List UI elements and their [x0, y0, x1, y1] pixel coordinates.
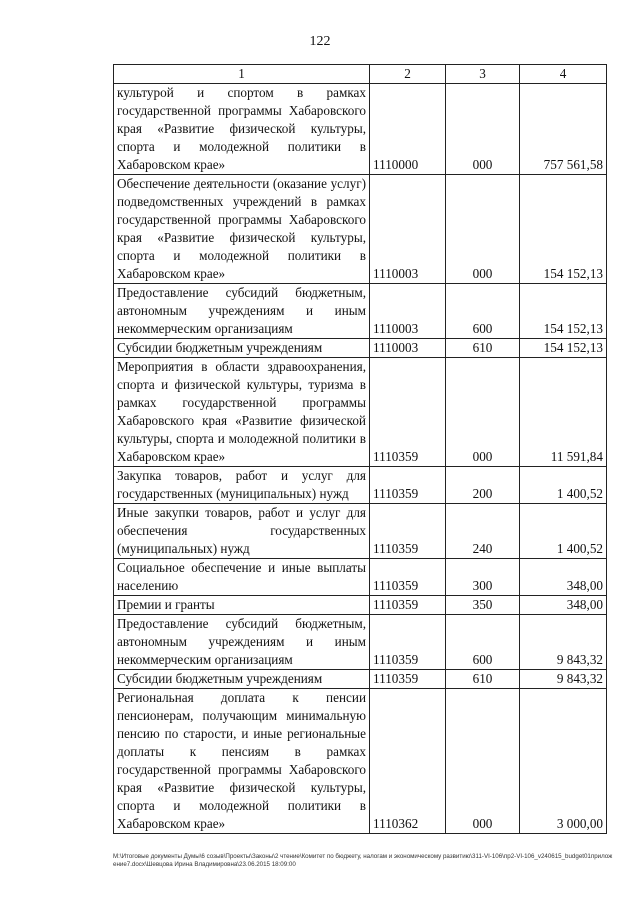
row-name: Предоставление субсидий бюджетным, автономным учреждениям и иным некоммерческим организациям	[114, 284, 370, 339]
header-col-4: 4	[520, 65, 607, 84]
table-row	[114, 358, 607, 467]
table-row	[114, 284, 607, 339]
row-name: Обеспечение деятельности (оказание услуг) подведомственных учреждений в рамках государственной программы Хабаровского края «Развитие физической культуры, спорта и молодежной политики в Хабаровском крае»	[114, 175, 370, 284]
header-col-2: 2	[370, 65, 446, 84]
row-code: 1110359	[370, 615, 446, 670]
table-row	[114, 504, 607, 559]
table-row	[114, 596, 607, 615]
header-col-1: 1	[114, 65, 370, 84]
row-name: Субсидии бюджетным учреждениям	[114, 339, 370, 358]
table-row	[114, 467, 607, 504]
budget-table	[113, 64, 607, 834]
row-expense-type: 000	[446, 84, 520, 175]
page-number: 122	[309, 34, 331, 49]
table-row	[114, 339, 607, 358]
row-code: 1110359	[370, 504, 446, 559]
row-code: 1110359	[370, 670, 446, 689]
row-amount: 9 843,32	[520, 615, 607, 670]
row-expense-type: 600	[446, 615, 520, 670]
row-name: Премии и гранты	[114, 596, 370, 615]
table-row	[114, 689, 607, 834]
row-code: 1110362	[370, 689, 446, 834]
row-expense-type: 610	[446, 339, 520, 358]
row-amount: 1 400,52	[520, 467, 607, 504]
row-amount: 154 152,13	[520, 284, 607, 339]
row-name: культурой и спортом в рамках государственной программы Хабаровского края «Развитие физической культуры, спорта и молодежной политики в Хабаровском крае»	[114, 84, 370, 175]
row-code: 1110003	[370, 339, 446, 358]
row-code: 1110359	[370, 559, 446, 596]
row-name: Региональная доплата к пенсии пенсионерам, получающим минимальную пенсию по старости, и иные региональные доплаты к пенсиям в рамках государственной программы Хабаровского края «Развитие физической культуры, спорта и молодежной политики в Хабаровском крае»	[114, 689, 370, 834]
table-row	[114, 84, 607, 175]
row-expense-type: 610	[446, 670, 520, 689]
row-amount: 11 591,84	[520, 358, 607, 467]
table-row	[114, 175, 607, 284]
header-col-3: 3	[446, 65, 520, 84]
row-expense-type: 600	[446, 284, 520, 339]
row-expense-type: 000	[446, 175, 520, 284]
row-code: 1110359	[370, 596, 446, 615]
row-code: 1110000	[370, 84, 446, 175]
row-name: Субсидии бюджетным учреждениям	[114, 670, 370, 689]
row-amount: 3 000,00	[520, 689, 607, 834]
row-code: 1110003	[370, 175, 446, 284]
row-amount: 9 843,32	[520, 670, 607, 689]
footer-file-path: M:\Итоговые документы Думы\6 созыв\Проекты\Законы\2 чтение\Комитет по бюджету, налогам и экономическому развитию\311-VI-106\пр2-VI-106_v240615_budget01приложение7.docx\Шевцова Ирина Владимировна\23.06.2015 18:09:00	[113, 853, 613, 868]
row-name: Иные закупки товаров, работ и услуг для обеспечения государственных (муниципальных) нужд	[114, 504, 370, 559]
row-code: 1110359	[370, 467, 446, 504]
row-name: Социальное обеспечение и иные выплаты населению	[114, 559, 370, 596]
row-amount: 154 152,13	[520, 339, 607, 358]
row-amount: 348,00	[520, 559, 607, 596]
row-name: Мероприятия в области здравоохранения, спорта и физической культуры, туризма в рамках государственной программы Хабаровского края «Развитие физической культуры, спорта и молодежной политики в Хабаровском крае»	[114, 358, 370, 467]
row-expense-type: 300	[446, 559, 520, 596]
row-amount: 1 400,52	[520, 504, 607, 559]
row-expense-type: 000	[446, 689, 520, 834]
row-expense-type: 240	[446, 504, 520, 559]
row-name: Закупка товаров, работ и услуг для государственных (муниципальных) нужд	[114, 467, 370, 504]
table-row	[114, 559, 607, 596]
row-code: 1110003	[370, 284, 446, 339]
table-header-row	[114, 65, 607, 84]
row-expense-type: 000	[446, 358, 520, 467]
table-row	[114, 615, 607, 670]
row-amount: 154 152,13	[520, 175, 607, 284]
row-name: Предоставление субсидий бюджетным, автономным учреждениям и иным некоммерческим организациям	[114, 615, 370, 670]
row-amount: 757 561,58	[520, 84, 607, 175]
row-expense-type: 350	[446, 596, 520, 615]
row-code: 1110359	[370, 358, 446, 467]
row-amount: 348,00	[520, 596, 607, 615]
table-row	[114, 670, 607, 689]
row-expense-type: 200	[446, 467, 520, 504]
